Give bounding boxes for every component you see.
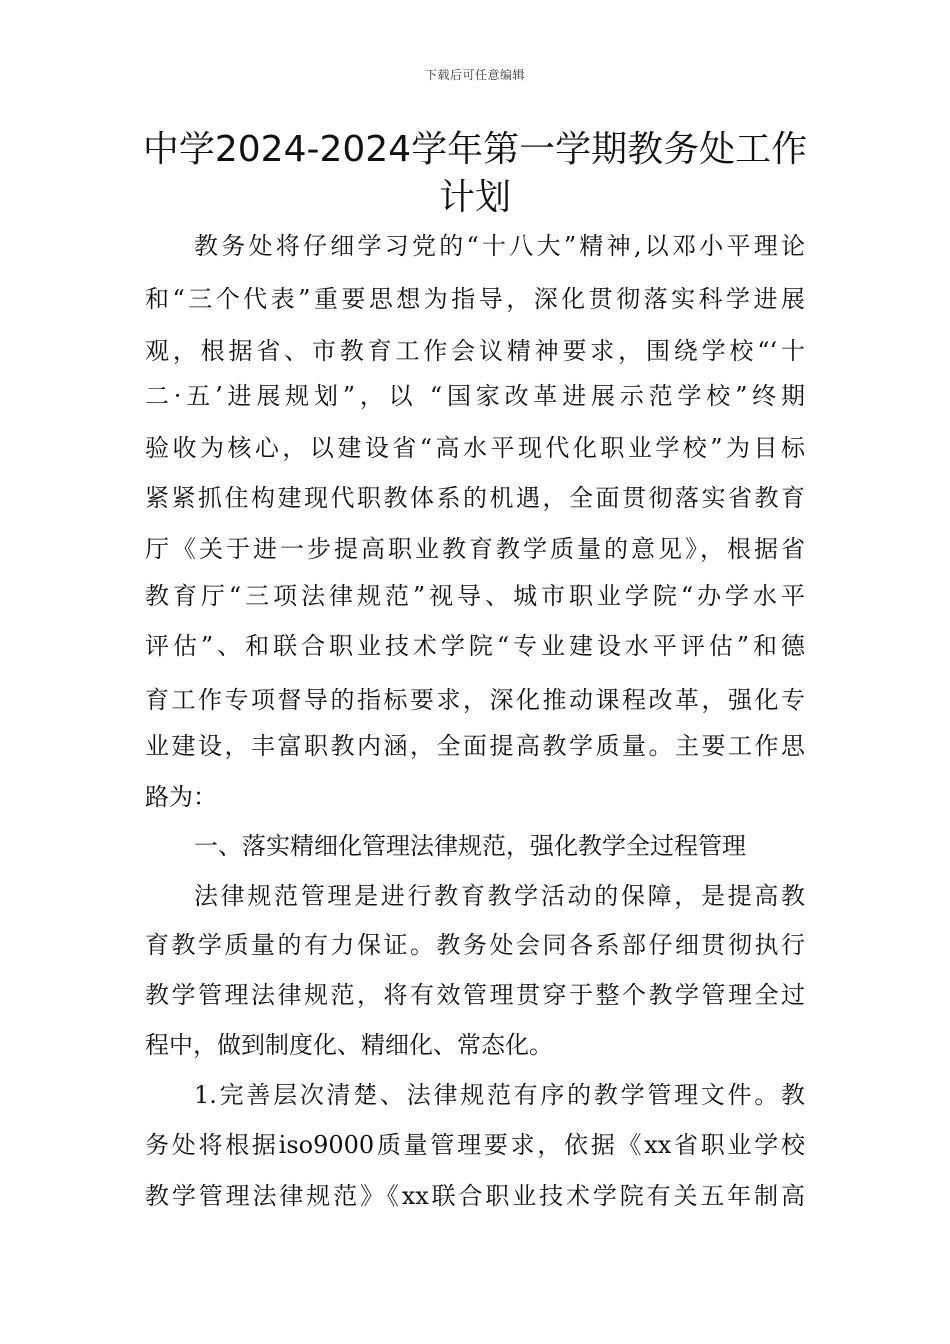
- paragraph-line: 验收为核心，以建设省“高水平现代化职业学校”为目标: [145, 434, 805, 462]
- paragraph-line: 二·五’进展规划”，以 “国家改革进展示范学校”终期: [145, 382, 805, 410]
- paragraph-line: 1.完善层次清楚、法律规范有序的教学管理文件。教: [194, 1081, 805, 1109]
- paragraph-line: 教学管理法律规范，将有效管理贯穿于整个教学管理全过: [145, 981, 805, 1009]
- paragraph-line: 评估”、和联合职业技术学院“专业建设水平评估”和德: [145, 632, 805, 660]
- paragraph-line: 紧紧抓住构建现代职教体系的机遇，全面贯彻落实省教育: [145, 484, 805, 512]
- section-heading: 一、落实精细化管理法律规范，强化教学全过程管理: [194, 832, 746, 860]
- paragraph-line: 和“三个代表”重要思想为指导，深化贯彻落实科学进展: [145, 285, 805, 313]
- paragraph-line: 教学管理法律规范》《xx联合职业技术学院有关五年制高: [145, 1182, 805, 1210]
- paragraph-line: 厅《关于进一步提高职业教育教学质量的意见》，根据省: [145, 535, 805, 563]
- paragraph-line: 观，根据省、市教育工作会议精神要求，围绕学校“‘十: [145, 337, 805, 365]
- paragraph-line: 路为：: [145, 783, 217, 811]
- title-line-1: 中学2024-2024学年第一学期教务处工作: [142, 129, 808, 170]
- paragraph-line: 务处将根据iso9000质量管理要求，依据《xx省职业学校: [145, 1131, 805, 1159]
- title-line-2: 计划: [438, 177, 511, 218]
- paragraph-line: 业建设，丰富职教内涵，全面提高教学质量。主要工作思: [145, 732, 805, 760]
- paragraph-line: 教务处将仔细学习党的“十八大”精神,以邓小平理论: [194, 232, 805, 260]
- paragraph-line: 法律规范管理是进行教育教学活动的保障，是提高教: [194, 882, 805, 910]
- paragraph-line: 育教学质量的有力保证。教务处会同各系部仔细贯彻执行: [145, 931, 805, 959]
- paragraph-line: 教育厅“三项法律规范”视导、城市职业学院“办学水平: [145, 582, 805, 610]
- paragraph-line: 程中，做到制度化、精细化、常态化。: [145, 1031, 553, 1059]
- header-note: 下载后可任意编辑: [424, 68, 525, 82]
- paragraph-line: 育工作专项督导的指标要求，深化推动课程改革，强化专: [145, 686, 805, 714]
